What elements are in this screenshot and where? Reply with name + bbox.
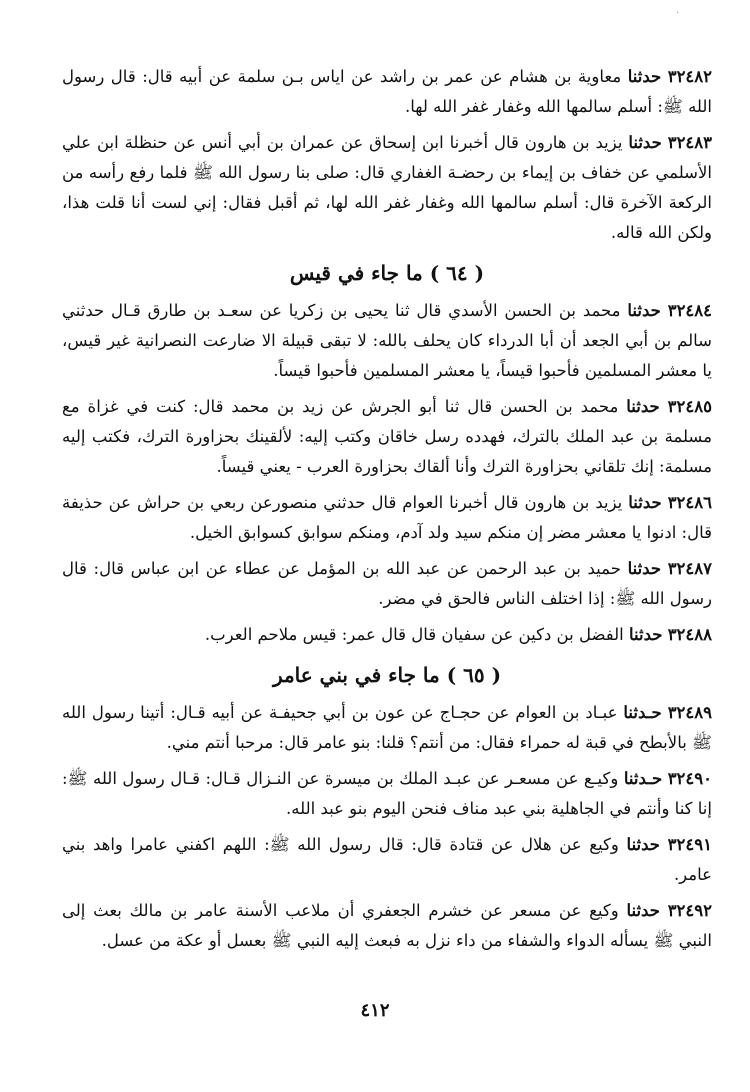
hadith-entry [62,620,712,650]
hadith-number: ٣٢٤٩٢ [667,901,712,920]
hadith-number: ٣٢٤٨٤ [667,301,713,320]
hadith-opening: حدثنا [626,835,661,854]
hadith-entry [62,554,712,614]
hadith-opening: حـدثنا [623,769,663,788]
hadith-number: ٣٢٤٩١ [667,835,712,854]
hadith-number: ٣٢٤٨٩ [667,703,712,722]
hadith-number: ٣٢٤٨٦ [667,493,712,512]
hadith-opening: حدثنا [628,133,662,152]
hadith-opening: حدثنا [627,301,661,320]
hadith-entry [62,698,712,758]
hadith-number: ٣٢٤٨٧ [667,559,712,578]
hadith-text: يزيد بن هارون قال أخبرنا ابن إسحاق عن عمران بن أبي أنس عن حنظلة ابن علي الأسلمي عن خفاف بن إيماء بن رحضـة الغفاري قال: صلى بنا رسول الله ﷺ فلما رفع رأسه من الركعة الآخرة قال: أسلم سالمها الله وغفار غفر الله لها، ثم أقبل فقال: إني لست أنا قلت هذا، ولكن الله قاله. [62,133,712,242]
hadith-text: الفضل بن دكين عن سفيان قال قال عمر: قيس ملاحم العرب. [204,625,624,644]
hadith-text: محمد بن الحسن قال ثنا أبو الجرش عن زيد بن محمد قال: كنت في غزاة مع مسلمة بن عبد الملك بالترك، فهدده رسل خاقان وكتب إليه: لألقينك بحزاورة الترك، فكتب إليه مسلمة: إنك تلقاني بحزاورة الترك وأنا ألقاك بحزاورة العرب - يعني قيساً. [62,397,712,476]
hadith-opening: حدثنا [627,559,662,578]
hadith-opening: حدثنا [626,901,660,920]
hadith-entry [62,830,712,890]
hadith-entry [62,296,712,386]
section-heading: ( ٦٤ ) ما جاء في قيس [289,261,485,285]
hadith-entry [62,488,712,548]
hadith-entry [62,764,712,824]
hadith-opening: حدثنا [628,625,663,644]
hadith-text: حميد بن عبد الرحمن عن عبد الله بن المؤمل عن عطاء عن ابن عباس قال: قال رسول الله ﷺ: إذا اختلف الناس فالحق في مضر. [62,559,712,608]
hadith-text: وكيع عن هلال عن قتادة قال: قال رسول الله ﷺ: اللهم اكفني عامرا واهد بني عامر. [62,835,712,884]
hadith-number: ٣٢٤٩٠ [667,769,712,788]
hadith-text: عبـاد بن العوام عن حجـاج عن عون بن أبي جحيفـة عن أبيه قـال: أتينا رسول الله ﷺ بالأبطح في قبة له حمراء فقال: من أنتم؟ قلنا: بنو عامر قال: مرحبا أنتم مني. [62,703,712,752]
hadith-text: وكيـع عن مسعـر عن عبـد الملك بن ميسرة عن النـزال قـال: قـال رسول الله ﷺ: إنا كنا وأنتم في الجاهلية بني عبد مناف فنحن اليوم بنو عبد الله. [62,769,712,818]
hadith-entry [62,62,712,122]
page-speck: · [676,8,680,19]
hadith-number: ٣٢٤٨٢ [667,67,713,86]
hadith-opening: حدثنا [627,67,662,86]
page-body [62,62,712,962]
hadith-text: يزيد بن هارون قال أخبرنا العوام قال حدثني منصورعن ربعي بن حراش عن حذيفة قال: ادنوا يا معشر مضر إن منكم سيد ولد آدم، ومنكم سوابق كسوابق الخيل. [62,493,712,542]
hadith-opening: حـدثنا [623,703,662,722]
section-heading: ( ٦٥ ) ما جاء في بني عامر [272,663,502,687]
hadith-number: ٣٢٤٨٥ [667,397,712,416]
hadith-entry [62,896,712,956]
hadith-entry [62,128,712,248]
hadith-opening: حدثنا [626,397,660,416]
page-number: ٤١٢ [360,1000,390,1021]
hadith-text: وكيع عن مسعر عن خشرم الجعفري أن ملاعب الأسنة عامر بن مالك بعث إلى النبي ﷺ يسأله الدواء والشفاء من داء نزل به فبعث إليه النبي ﷺ بعسل أو عكة من عسل. [62,901,712,950]
hadith-number: ٣٢٤٨٨ [667,625,712,644]
hadith-opening: حدثنا [628,493,662,512]
hadith-text: محمد بن الحسن الأسدي قال ثنا يحيى بن زكريا عن سعـد بن طارق قـال حدثني سالم بن أبي الجعد أن أبا الدرداء كان يحلف بالله: لا تبقى قبيلة الا ضارعت النصرانية غير قيس، يا معشر المسلمين فأحبوا قيساً، يا معشر المسلمين فأحبوا قيساً. [62,301,712,380]
hadith-entry [62,392,712,482]
hadith-text: معاوية بن هشام عن عمر بن راشد عن اياس بـن سلمة عن أبيه قال: قال رسول الله ﷺ: أسلم سالمها الله وغفار غفر الله لها. [62,67,712,116]
hadith-number: ٣٢٤٨٣ [667,133,713,152]
